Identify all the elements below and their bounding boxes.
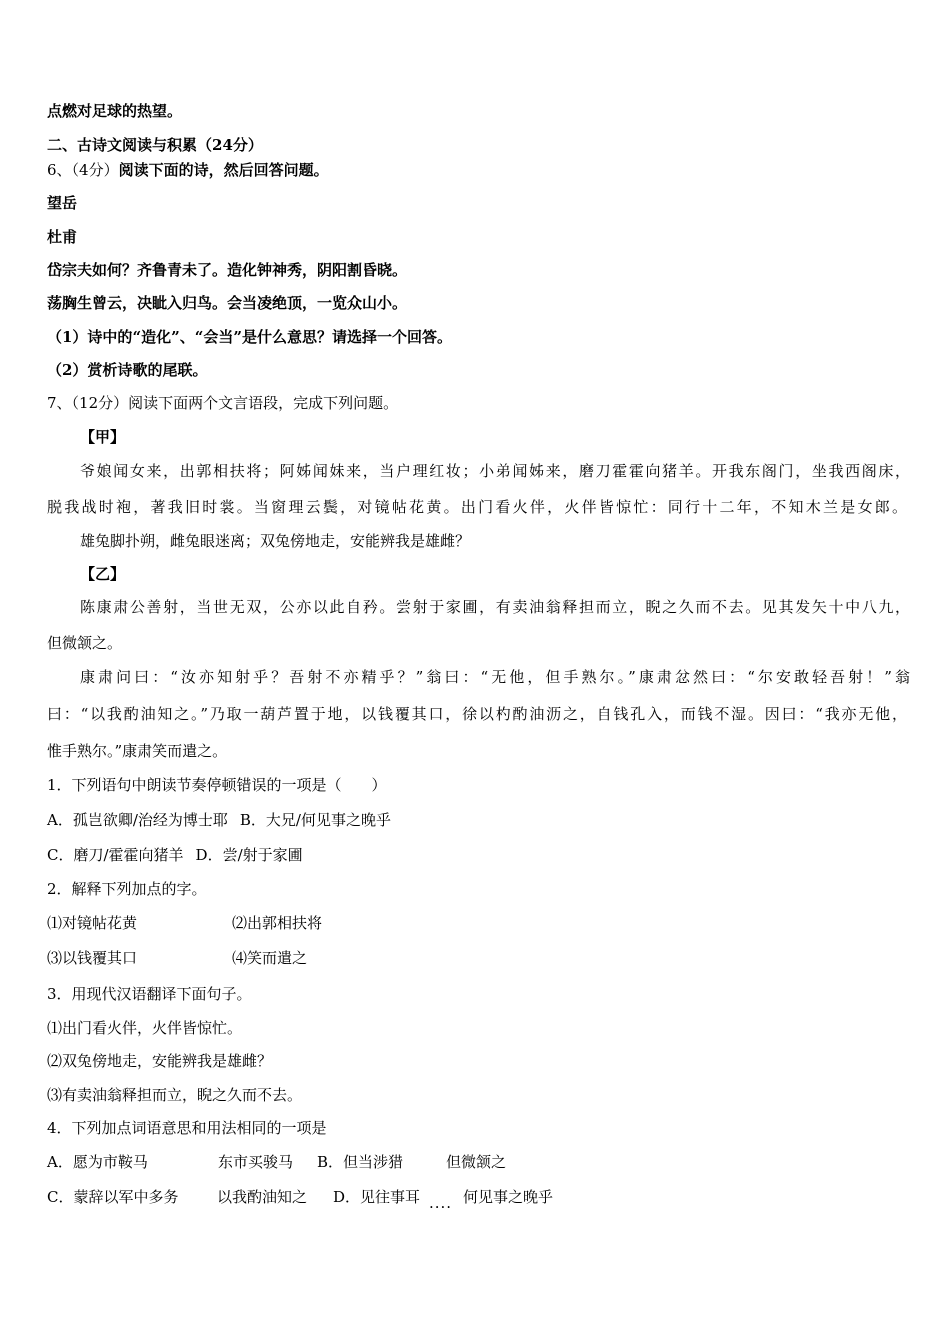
q4-option-d-pair: 何见事之晚乎 [463,1188,554,1206]
poem-line: 荡胸生曾云，决眦入归鸟。会当凌绝顶，一览众山小。 [47,294,408,312]
passage-line: 但微颔之。 [47,634,123,652]
q6-prompt: 阅读下面的诗，然后回答问题。 [118,161,329,179]
q6-number: 6、 [47,161,72,179]
option-d: D．尝/射于家圃 [195,846,303,864]
q4-option-c: C．蒙辞以军中多务 [47,1188,179,1206]
q4-option-a-pair: 东市买骏马 [218,1153,294,1171]
q3-item: ⑶有卖油翁释担而立，睨之久而不去。 [47,1086,303,1104]
passage-line: 惟手熟尔。”康肃笑而遣之。 [47,742,228,760]
q4-option-c-pair: 以我酌油知之 [217,1188,308,1206]
q4-option-a: A．愿为市鞍马 [47,1153,148,1171]
q4-option-b: B．但当涉猎 [317,1153,404,1171]
q6-sub-question: （1）诗中的“造化”、“会当”是什么意思？请选择一个回答。 [47,328,452,346]
question-3: 3．用现代汉语翻译下面句子。 [47,985,252,1003]
intro-tail: 点燃对足球的热望。 [47,102,183,120]
q1-options-row [47,845,303,865]
q7-header: 7、（12分）阅读下面两个文言语段，完成下列问题。 [47,394,399,412]
passage-label-yi: 【乙】 [80,565,126,583]
section-title: 二、古诗文阅读与积累（24分） [47,136,263,154]
q6-header [47,160,329,180]
question-1: 1．下列语句中朗读节奏停顿错误的一项是（ ） [47,776,387,794]
emphasis-dots: .... [429,1194,453,1212]
q2-item: ⑷笑而遣之 [232,949,308,967]
q4-option-b-pair: 但微颔之 [446,1153,507,1171]
q1-options-row [47,810,391,830]
question-4: 4．下列加点词语意思和用法相同的一项是 [47,1119,327,1137]
q2-item: ⑵出郭相扶将 [232,914,323,932]
poem-line: 岱宗夫如何？齐鲁青未了。造化钟神秀，阴阳割昏晓。 [47,261,408,279]
option-c: C．磨刀/霍霍向猪羊 [47,846,184,864]
q2-item: ⑶以钱覆其口 [47,949,138,967]
q2-item: ⑴对镜帖花黄 [47,914,138,932]
passage-line: 康肃问曰：“汝亦知射乎？吾射不亦精乎？”翁曰：“无他，但手熟尔。”康肃忿然曰：“尔安敢轻吾射！”翁 [80,668,910,686]
poem-author: 杜甫 [47,228,78,246]
option-a: A．孤岂欲卿/治经为博士耶 [47,811,228,829]
passage-label-jia: 【甲】 [80,428,126,446]
passage-line: 曰：“以我酌油知之。”乃取一葫芦置于地，以钱覆其口，徐以杓酌油沥之，自钱孔入，而钱不湿。因曰：“我亦无他， [47,705,907,723]
passage-line: 陈康肃公善射，当世无双，公亦以此自矜。尝射于家圃，有卖油翁释担而立，睨之久而不去。见其发矢十中八九， [80,598,910,616]
passage-line: 脱我战时袍，著我旧时裳。当窗理云鬓，对镜帖花黄。出门看火伴，火伴皆惊忙：同行十二年，不知木兰是女郎。 [47,498,907,516]
passage-line: 雄兔脚扑朔，雌兔眼迷离；双兔傍地走，安能辨我是雄雌？ [80,532,471,550]
passage-line: 爷娘闻女来，出郭相扶将；阿姊闻妹来，当户理红妆；小弟闻姊来，磨刀霍霍向猪羊。开我东阁门，坐我西阁床， [80,462,910,480]
q4-option-d: D．见往事耳 [333,1188,421,1206]
q3-item: ⑴出门看火伴，火伴皆惊忙。 [47,1019,243,1037]
q6-score: （4分） [71,161,119,179]
q3-item: ⑵双兔傍地走，安能辨我是雄雌？ [47,1052,273,1070]
option-b: B．大兄/何见事之晚乎 [239,811,391,829]
q6-sub-question: （2）赏析诗歌的尾联。 [47,361,208,379]
poem-title: 望岳 [47,194,78,212]
question-2: 2．解释下列加点的字。 [47,880,207,898]
